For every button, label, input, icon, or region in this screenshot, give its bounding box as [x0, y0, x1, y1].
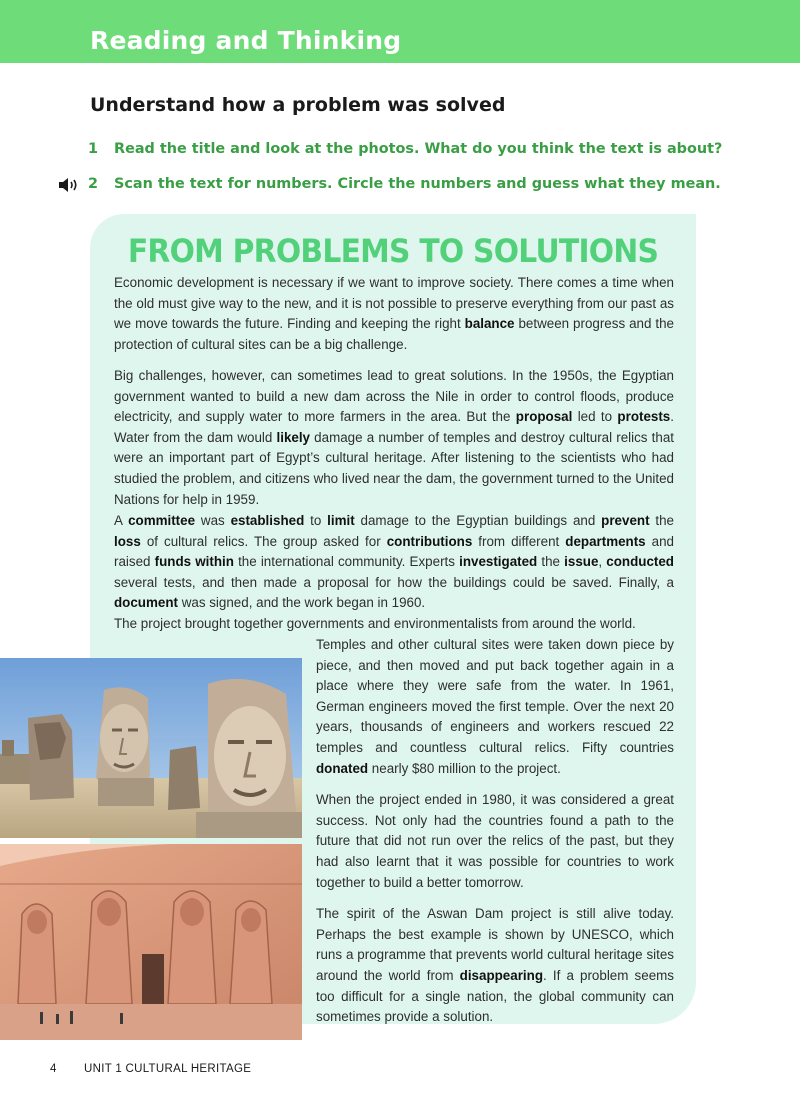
speaker-icon[interactable] [58, 177, 80, 193]
article-paragraph-4-lead: The project brought together governments and environmentalists from around the world. [114, 616, 636, 631]
page-footer [50, 1063, 251, 1075]
vocabulary-word: loss [114, 533, 141, 549]
vocabulary-word: within [195, 554, 234, 570]
task-number: 2 [88, 176, 99, 192]
article-paragraph-1: Economic development is necessary if we want to improve society. There comes a time when the old must give way to the new, and it is not possible to preserve everything from our past as we move towards the future. Finding and keeping the right balance between progress and the protection of cultural sites can be a big challenge. [114, 275, 674, 352]
vocabulary-word: document [114, 595, 178, 611]
article-title: FROM PROBLEMS TO SOLUTIONS [127, 232, 659, 270]
task-2 [88, 176, 721, 192]
vocabulary-word: investigated [459, 554, 538, 570]
vocabulary-word: proposal [515, 409, 573, 425]
unit-label: UNIT 1 CULTURAL HERITAGE [84, 1063, 252, 1075]
vocabulary-word: contributions [386, 533, 473, 549]
vocabulary-word: prevent [601, 513, 650, 528]
photo-temple-facade [0, 844, 302, 1040]
article-paragraph-5: When the project ended in 1980, it was considered a great success. Not only had the countries found a path to the future that did not run over the relics of the past, but they had also learnt that it was possible for countries to work together to build a better tomorrow. [316, 792, 674, 890]
article-right-column [316, 635, 674, 1039]
photo-statue-heads [0, 658, 302, 838]
article-paragraph-2: Big challenges, however, can sometimes lead to great solutions. In the 1950s, the Egyptian government wanted to build a new dam across the Nile in order to control floods, produce electricity, and supply water to more farmers in the area. But the proposal led to protests. Water from the dam would likely damage a number of temples and destroy cultural relics that were an important part of Egypt’s cultural heritage. After listening to the scientists who had studied the problem, and citizens who lived near the dam, the government turned to the United Nations for help in 1959. [114, 368, 674, 507]
article-paragraph-3: A committee was established to limit damage to the Egyptian buildings and prevent the loss of cultural relics. The group asked for contributions from different departments and raised funds within the international community. Experts investigated the issue, conducted several tests, and then made a proposal for how the buildings could be saved. Finally, a document was signed, and the work began in 1960. [114, 513, 675, 611]
vocabulary-word: funds [154, 554, 192, 570]
title-banner [0, 0, 800, 63]
vocabulary-word: departments [565, 533, 646, 549]
vocabulary-word: balance [464, 316, 515, 332]
task-1 [88, 141, 722, 157]
page-number: 4 [50, 1063, 57, 1075]
article-paragraph-4: Temples and other cultural sites were taken down piece by piece, and then moved and put back together again in a place where they were safe from the water. In 1961, German engineers moved the first temple. Over the next 20 years, thousands of engineers and workers rescued 22 temples and countless cultural relics. Fifty countries donated nearly $80 million to the project. [316, 637, 674, 776]
banner-title: Reading and Thinking [90, 26, 402, 55]
vocabulary-word: disappearing [459, 967, 543, 983]
task-number: 1 [88, 141, 99, 157]
vocabulary-word: committee [128, 513, 196, 528]
article-paragraph-6: The spirit of the Aswan Dam project is still alive today. Perhaps the best example is shown by UNESCO, which runs a programme that prevents world cultural heritage sites around the world from disappearing. If a problem seems too difficult for a single nation, the global community can sometimes provide a solution. [316, 906, 674, 1025]
vocabulary-word: protests [617, 409, 671, 425]
section-heading: Understand how a problem was solved [90, 94, 506, 116]
vocabulary-word: likely [276, 429, 311, 445]
vocabulary-word: donated [316, 760, 369, 776]
vocabulary-word: limit [327, 513, 355, 528]
task-text: Read the title and look at the photos. What do you think the text is about? [114, 141, 723, 157]
vocabulary-word: established [230, 513, 305, 528]
task-text: Scan the text for numbers. Circle the numbers and guess what they mean. [114, 176, 721, 192]
vocabulary-word: issue [564, 554, 599, 570]
vocabulary-word: conducted [606, 554, 674, 570]
